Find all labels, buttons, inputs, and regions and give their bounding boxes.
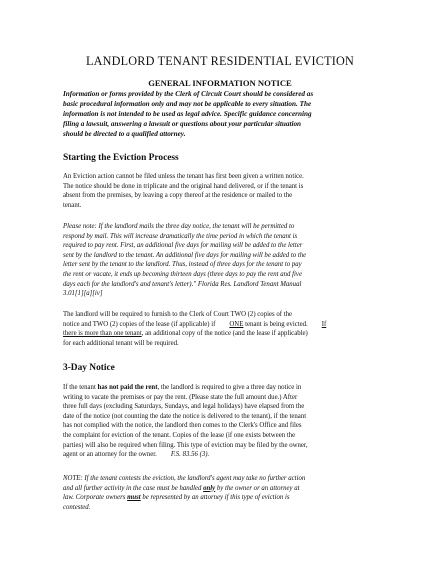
paragraph-line xyxy=(63,450,381,460)
paragraph-line: tenant. xyxy=(63,201,82,209)
disclaimer-notice xyxy=(63,89,378,139)
text-span: law. Corporate owners xyxy=(63,494,126,502)
emphasis-text: only xyxy=(203,484,216,492)
paragraph-line: The notice should be done in triplicate and the original hand delivered, or if the tenant is xyxy=(63,182,304,190)
paragraph-line: days each for the landlord's and tenant's letter)." Florida Res. Landlord Tenant Manual xyxy=(63,280,302,288)
paragraph-line xyxy=(63,383,381,393)
text-span: notice and TWO (2) copies of the lease (if applicable) if xyxy=(63,320,216,328)
paragraph-line xyxy=(63,329,381,339)
paragraph-line: NOTE: If the tenant contests the eviction, the landlord's agent may take no further action xyxy=(63,475,306,482)
paragraph-line: three full days (excluding Saturdays, Sundays, and legal holidays) have elapsed from the xyxy=(63,403,305,411)
text-span: If the tenant xyxy=(63,384,96,391)
notice-line: filing a lawsuit, answering a lawsuit or questions about your particular situation xyxy=(63,120,302,129)
paragraph-line: for each additional tenant will be required. xyxy=(63,339,179,347)
underlined-text: If xyxy=(321,320,327,328)
bold-text: has not paid the rent xyxy=(97,384,158,391)
text-span: , an additional copy of the notice (and the lease if applicable) xyxy=(141,330,308,338)
paragraph-line: parties) will also be required when filing. This type of eviction may be filed by the owner, xyxy=(63,441,308,449)
text-span: tenant is being evicted. xyxy=(245,320,308,328)
text-span: be represented by an attorney if this type of eviction is xyxy=(142,494,290,502)
paragraph-line xyxy=(63,320,381,330)
notice-line: should be directed to a qualified attorney. xyxy=(63,130,186,139)
notice-line: Information or forms provided by the Clerk of Circuit Court should be considered as xyxy=(63,90,314,98)
paragraph-line: the rent or vacate, it ends up becoming thirteen days (three days to pay the rent and five xyxy=(63,270,302,278)
statute-reference: F.S. 83.56 (3). xyxy=(170,451,210,459)
paragraph-line xyxy=(63,484,381,494)
paragraph-line: contested. xyxy=(63,503,91,511)
paragraph-line: An Eviction action cannot be filed unless the tenant has first been given a written notice. xyxy=(63,173,304,180)
paragraph-line: Please note: If the landlord mails the three day notice, the tenant will be permitted to xyxy=(63,223,295,230)
text-span: and all further activity in the case must be handled xyxy=(63,484,202,492)
notice-line: basic procedural information only and may not be applicable to every situation. The xyxy=(63,100,312,109)
paragraph-line: absent from the premises, by leaving a copy thereof at the residence or mailed to the xyxy=(63,192,293,200)
paragraph-line: letter sent by the tenant to the landlord. Thus, instead of three days for the tenant to pay xyxy=(63,261,302,269)
text-span: agent or an attorney for the owner. xyxy=(63,451,157,459)
document-subtitle: GENERAL INFORMATION NOTICE xyxy=(148,78,292,88)
text-span: by the owner or an attorney at xyxy=(216,484,300,492)
paragraph-line: writing to vacate the premises or pay the rent. (Please state the full amount due.) After xyxy=(63,393,298,401)
section-heading-eviction-process: Starting the Eviction Process xyxy=(63,153,179,163)
paragraph-line: respond by mail. This will increase dramatically the time period in which the tenant is xyxy=(63,232,298,240)
please-note-paragraph xyxy=(63,222,381,299)
underlined-text: ONE xyxy=(229,320,244,328)
paragraph-line: The landlord will be required to furnish to the Clerk of Court TWO (2) copies of the xyxy=(63,311,293,318)
document-title: LANDLORD TENANT RESIDENTIAL EVICTION xyxy=(86,54,354,68)
text-span: , the landlord is required to give a three day notice in xyxy=(157,384,302,391)
paragraph-line xyxy=(63,493,381,503)
paragraph-line: 3.01[1][a][iv] xyxy=(63,290,103,298)
notice-line: information is not intended to be used as legal advice. Specific guidance concerning xyxy=(63,110,312,119)
eviction-intro-paragraph xyxy=(63,172,381,210)
contested-eviction-note xyxy=(63,474,381,512)
section-heading-3-day-notice: 3-Day Notice xyxy=(63,363,115,373)
paragraph-line: sent by the landlord to the tenant. An additional five days for mailing will be added to the xyxy=(63,251,307,259)
three-day-notice-paragraph xyxy=(63,383,381,460)
copies-required-paragraph xyxy=(63,310,381,348)
emphasis-text: must xyxy=(127,494,141,502)
underlined-text: there is more than one tenant xyxy=(63,330,142,338)
paragraph-line: date of the notice (not counting the date the notice is delivered to the tenant), if the tenant xyxy=(63,412,307,420)
paragraph-line: the complaint for eviction of the tenant. Copies of the lease (if one exists between the xyxy=(63,431,296,439)
paragraph-line: has not complied with the notice, the landlord then comes to the Clerk's Office and files xyxy=(63,422,302,430)
paragraph-line: required to pay rent. First, an additional five days for mailing will be added to the letter xyxy=(63,242,303,250)
